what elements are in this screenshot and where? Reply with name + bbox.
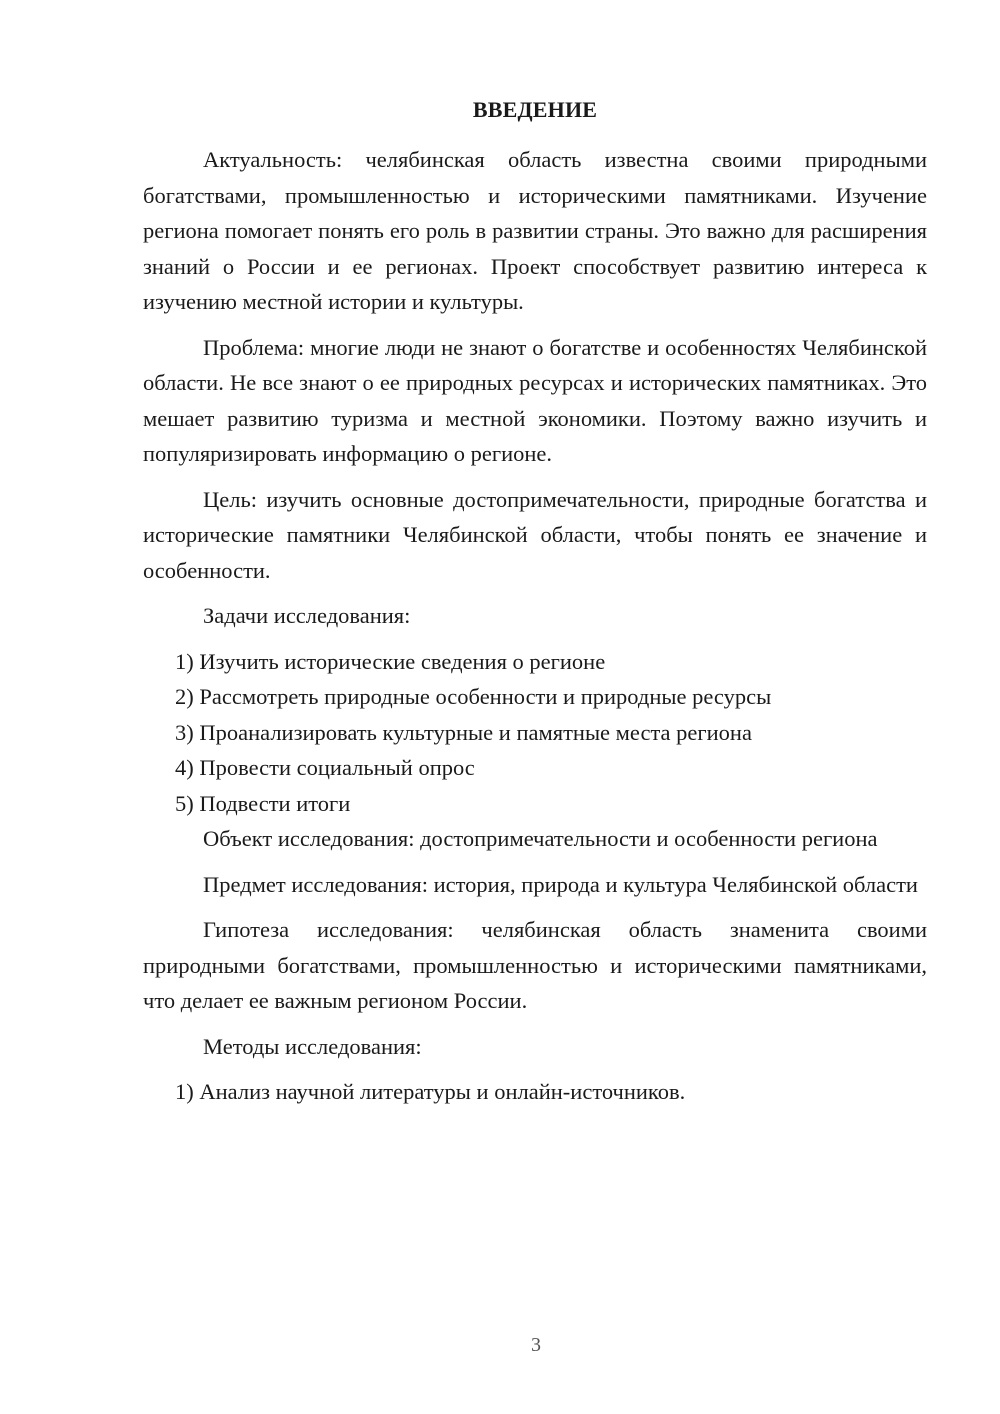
- subject-paragraph: Предмет исследования: история, природа и культура Челябинской области: [203, 871, 918, 897]
- methods-title: Методы исследования:: [203, 1033, 422, 1059]
- page-number: 3: [531, 1334, 541, 1356]
- task-item: 1) Изучить исторические сведения о регионе: [175, 648, 606, 674]
- task-item: 3) Проанализировать культурные и памятные места региона: [175, 719, 752, 745]
- section-heading: ВВЕДЕНИЕ: [472, 97, 598, 122]
- relevance-paragraph: Актуальность: челябинская область известна своими природными богатствами, промышленностью и историческими памятниками. Изучение региона помогает понять его роль в развитии страны. Это важно для расширения знаний о России и ее регионах. Проект способствует развитию интереса к изучению местной истории и культуры.: [143, 147, 927, 314]
- tasks-title: Задачи исследования:: [203, 603, 411, 628]
- task-item: 5) Подвести итоги: [175, 790, 351, 816]
- task-item: 2) Рассмотреть природные особенности и природные ресурсы: [175, 684, 772, 709]
- goal-paragraph: Цель: изучить основные достопримечательности, природные богатства и исторические памятники Челябинской области, чтобы понять ее значение и особенности.: [143, 486, 927, 583]
- method-item: 1) Анализ научной литературы и онлайн-источников.: [175, 1079, 686, 1104]
- problem-paragraph: Проблема: многие люди не знают о богатстве и особенностях Челябинской области. Не все знают о ее природных ресурсах и исторических памятниках. Это мешает развитию туризма и местной экономики. Поэтому важно изучить и популяризировать информацию о регионе.: [143, 334, 927, 466]
- document-body: [143, 96, 927, 1110]
- hypothesis-paragraph: Гипотеза исследования: челябинская область знаменита своими природными богатствами, промышленностью и историческими памятниками, что делает ее важным регионом России.: [143, 917, 927, 1013]
- task-item: 4) Провести социальный опрос: [175, 755, 475, 780]
- object-paragraph: Объект исследования: достопримечательности и особенности региона: [203, 826, 878, 851]
